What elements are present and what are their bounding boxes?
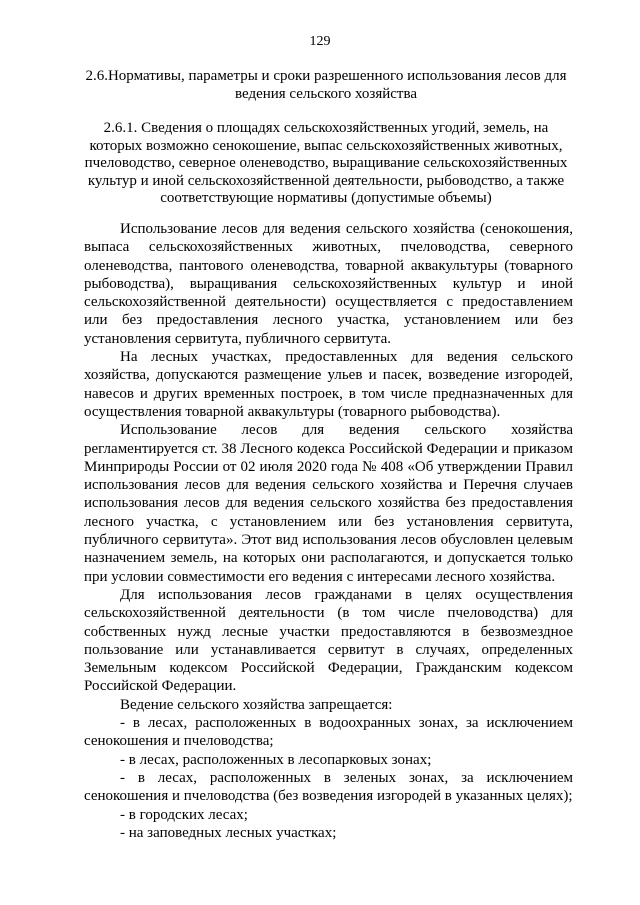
list-item: - на заповедных лесных участках; — [120, 824, 337, 841]
paragraph: Для использования лесов гражданами в целях осуществления сельскохозяйственной деятельности (в том числе пчеловодства) для собственных нужд лесные участки предоставляются в безвозмездное пользование или устанавливается сервитут в случаях, определенных Земельным кодексом Российской Федерации, Гражданским кодексом Российской Федерации. — [84, 586, 573, 695]
paragraph-list-intro: Ведение сельского хозяйства запрещается: — [120, 696, 393, 713]
paragraph: Использование лесов для ведения сельского хозяйства регламентируется ст. 38 Лесного кодекса Российской Федерации и приказом Минприроды России от 02 июля 2020 года № 408 «Об утверждении Правил использования лесов для ведения сельского хозяйства и Перечня случаев использования лесов для ведения сельского хозяйства без предоставления лесного участка, с установлением или без установления сервитута, публичного сервитута». Этот вид использования лесов обусловлен целевым назначением земель, на которых они располагаются, и допускается только при условии совместимости его ведения с интересами лесного хозяйства. — [84, 422, 573, 585]
page-number: 129 — [309, 34, 331, 49]
list-item: - в лесах, расположенных в лесопарковых зонах; — [120, 751, 432, 768]
list-item: - в городских лесах; — [120, 806, 248, 823]
list-item: - в лесах, расположенных в водоохранных зонах, за исключением сенокошения и пчеловодства; — [84, 715, 573, 750]
subsection-heading: 2.6.1. Сведения о площадях сельскохозяйственных угодий, земель, на которых возможно сенокошение, выпас сельскохозяйственных животных, пчеловодство, северное оленеводство, выращивание сельскохозяйственных культур и иной сельскохозяйственной деятельности, рыбоводство, а также соответствующие нормативы (допустимые объемы) — [84, 120, 568, 207]
paragraph: Использование лесов для ведения сельского хозяйства (сенокошения, выпаса сельскохозяйственных животных, пчеловодства, северного оленеводства, пантового оленеводства, товарной аквакультуры (товарного рыбоводства), выращивания сельскохозяйственных культур и иной сельскохозяйственной деятельности) осуществляется с предоставлением или без предоставления лесного участка, установлением или без установления сервитута, публичного сервитута. — [84, 221, 573, 347]
list-item: - в лесах, расположенных в зеленых зонах, за исключением сенокошения и пчеловодства (без возведения изгородей в указанных целях); — [84, 769, 573, 805]
body-text — [84, 220, 573, 842]
section-heading: 2.6.Нормативы, параметры и сроки разрешенного использования лесов для ведения сельского хозяйства — [85, 68, 567, 102]
paragraph: На лесных участках, предоставленных для ведения сельского хозяйства, допускаются размещение ульев и пасек, возведение изгородей, навесов и других временных построек, в том числе предназначенных для осуществления товарной аквакультуры (товарного рыбоводства). — [84, 349, 573, 420]
